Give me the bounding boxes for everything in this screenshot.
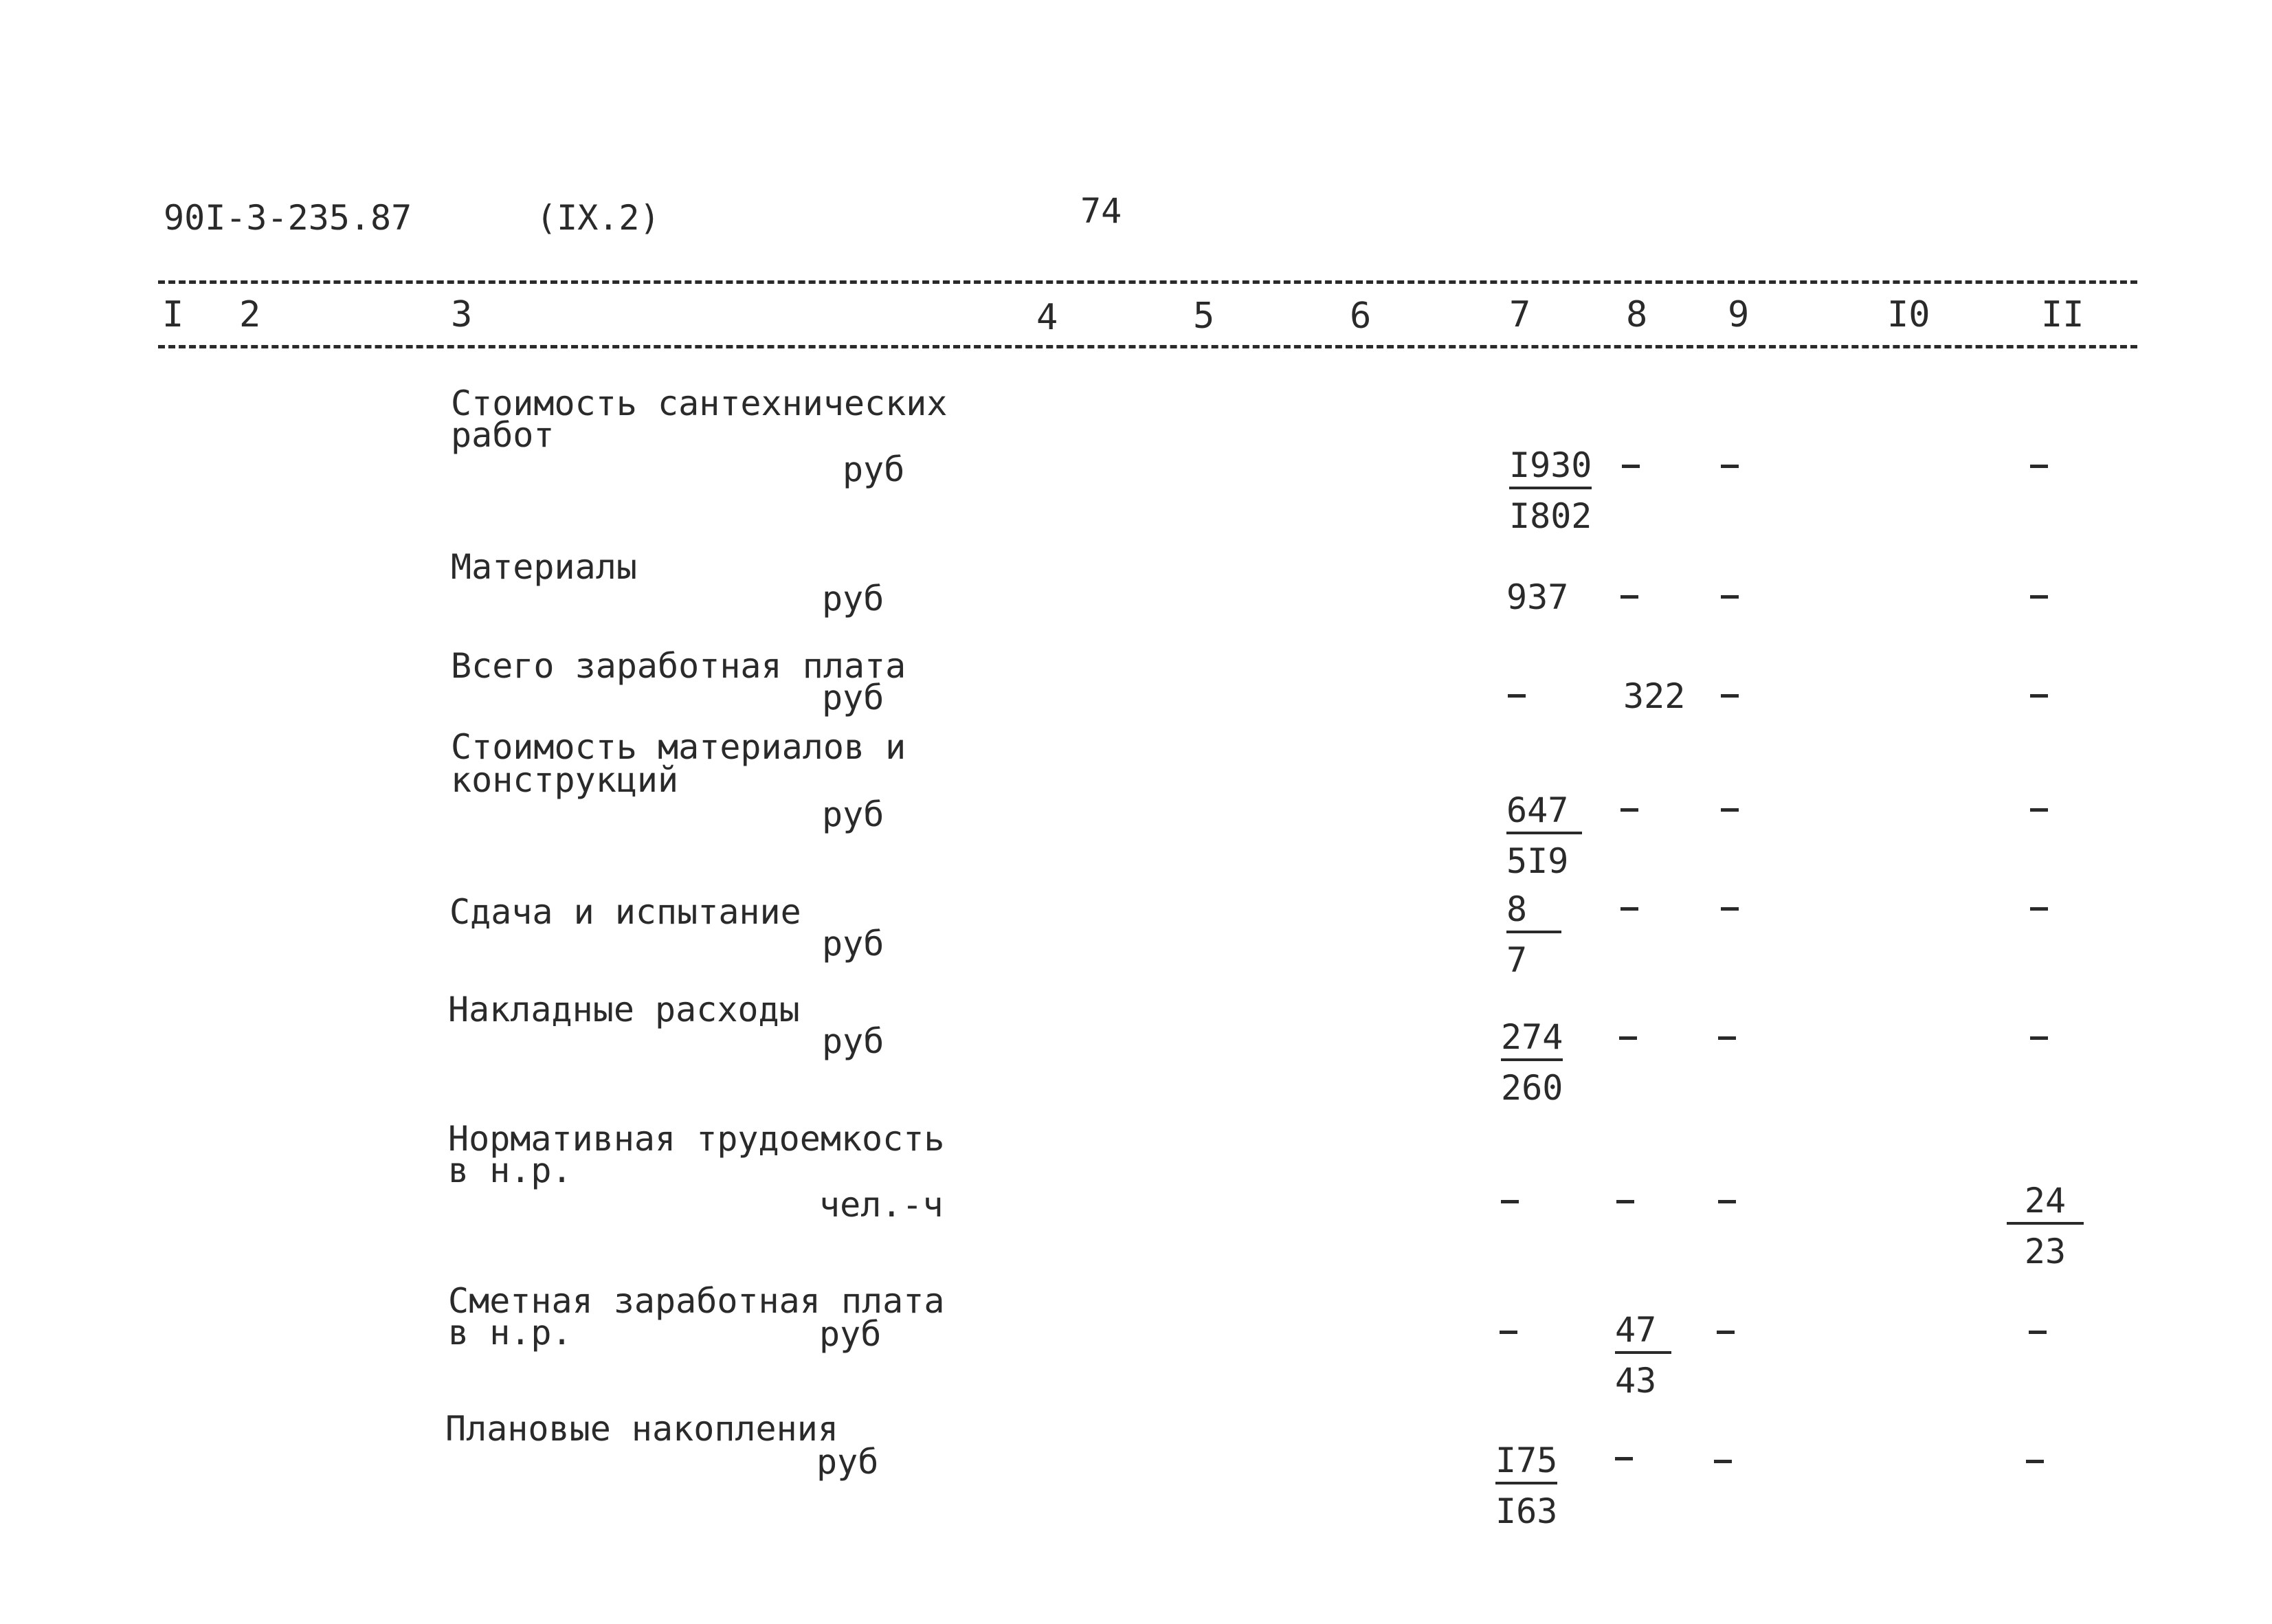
fraction-numerator: 24 [2007, 1183, 2084, 1225]
fraction-numerator: 47 [1615, 1313, 1671, 1354]
header-top-rule [158, 280, 2137, 284]
dash-mark [2030, 808, 2048, 812]
dash-mark [2030, 694, 2048, 698]
dash-mark [1714, 1460, 1732, 1463]
value-cell: 322 [1623, 676, 1686, 716]
value-cell: 937 [1506, 577, 1569, 617]
dash-mark [1622, 465, 1640, 468]
dash-mark [1500, 1331, 1517, 1334]
dash-mark [1616, 1200, 1634, 1203]
row-unit: руб [822, 794, 884, 834]
dash-mark [1508, 694, 1526, 698]
row-unit: руб [822, 579, 884, 619]
value-fraction [1495, 1441, 1558, 1531]
column-header: 4 [1036, 297, 1058, 338]
row-label: Всего заработная плата [451, 646, 906, 686]
row-unit: руб [822, 1021, 884, 1061]
value-fraction [1506, 889, 1561, 980]
value-fraction [1615, 1310, 1671, 1401]
row-label: конструкций [451, 760, 679, 800]
column-header: 8 [1626, 294, 1648, 335]
dash-mark [1717, 1331, 1735, 1334]
dash-mark [1718, 1036, 1736, 1040]
fraction-numerator: I930 [1509, 448, 1592, 489]
row-label: Нормативная трудоемкость [448, 1119, 945, 1159]
row-unit: руб [816, 1442, 879, 1482]
dash-mark [1619, 1036, 1637, 1040]
value-fraction [1509, 445, 1592, 536]
fraction-denominator: 260 [1501, 1068, 1563, 1108]
dash-mark [2030, 907, 2048, 911]
fraction-denominator: 5I9 [1506, 841, 1569, 881]
fraction-denominator: I802 [1509, 496, 1592, 536]
row-label: Стоимость материалов и [451, 727, 906, 767]
column-header: 7 [1509, 294, 1531, 335]
dash-mark [2029, 1331, 2047, 1334]
dash-mark [1718, 1200, 1736, 1203]
value-fraction [1501, 1017, 1563, 1108]
fraction-denominator: 23 [2024, 1232, 2067, 1271]
fraction-numerator: 274 [1501, 1020, 1563, 1061]
value-fraction [1506, 790, 1582, 881]
dash-mark [2030, 465, 2048, 468]
row-label: Сметная заработная плата [448, 1281, 945, 1321]
column-header: 9 [1728, 294, 1750, 335]
fraction-denominator: 7 [1506, 940, 1528, 980]
column-header: 5 [1193, 296, 1215, 337]
row-label: в н.р. [448, 1150, 572, 1190]
row-label: Материалы [451, 547, 637, 587]
row-label: Накладные расходы [448, 990, 800, 1030]
dash-mark [1721, 808, 1739, 812]
column-header: 2 [239, 294, 261, 335]
fraction-numerator: 8 [1506, 892, 1561, 933]
dash-mark [1721, 465, 1739, 468]
dash-mark [2026, 1460, 2044, 1463]
dash-mark [1615, 1457, 1633, 1460]
row-label: Плановые накопления [445, 1409, 838, 1449]
dash-mark [1621, 808, 1638, 812]
dash-mark [1721, 907, 1739, 911]
dash-mark [1621, 595, 1638, 599]
row-unit: руб [819, 1314, 882, 1354]
row-unit: руб [822, 678, 884, 718]
column-header: I [162, 294, 184, 335]
document-code: 90I-3-235.87 [164, 198, 412, 238]
row-unit: руб [843, 449, 905, 489]
page-number: 74 [1080, 191, 1122, 231]
row-label: работ [451, 415, 555, 455]
dash-mark [1621, 907, 1638, 911]
section-code: (IX.2) [536, 198, 660, 238]
column-header: I0 [1887, 294, 1930, 335]
dash-mark [2030, 1036, 2048, 1040]
fraction-denominator: I63 [1495, 1491, 1558, 1531]
fraction-denominator: 43 [1615, 1361, 1657, 1401]
row-label: в н.р. [448, 1313, 572, 1353]
dash-mark [1721, 595, 1739, 599]
column-header: II [2041, 294, 2084, 335]
row-unit: чел.-ч [819, 1185, 944, 1225]
value-fraction [2007, 1183, 2084, 1269]
fraction-numerator: 647 [1506, 793, 1582, 834]
header-bottom-rule [158, 345, 2137, 348]
row-label: Сдача и испытание [449, 892, 801, 932]
dash-mark [1721, 694, 1739, 698]
dash-mark [1501, 1200, 1519, 1203]
column-header: 6 [1350, 296, 1372, 337]
fraction-numerator: I75 [1495, 1443, 1557, 1484]
row-unit: руб [822, 924, 884, 964]
column-header: 3 [451, 294, 473, 335]
dash-mark [2030, 595, 2048, 599]
row-label: Стоимость сантехнических [451, 383, 948, 423]
